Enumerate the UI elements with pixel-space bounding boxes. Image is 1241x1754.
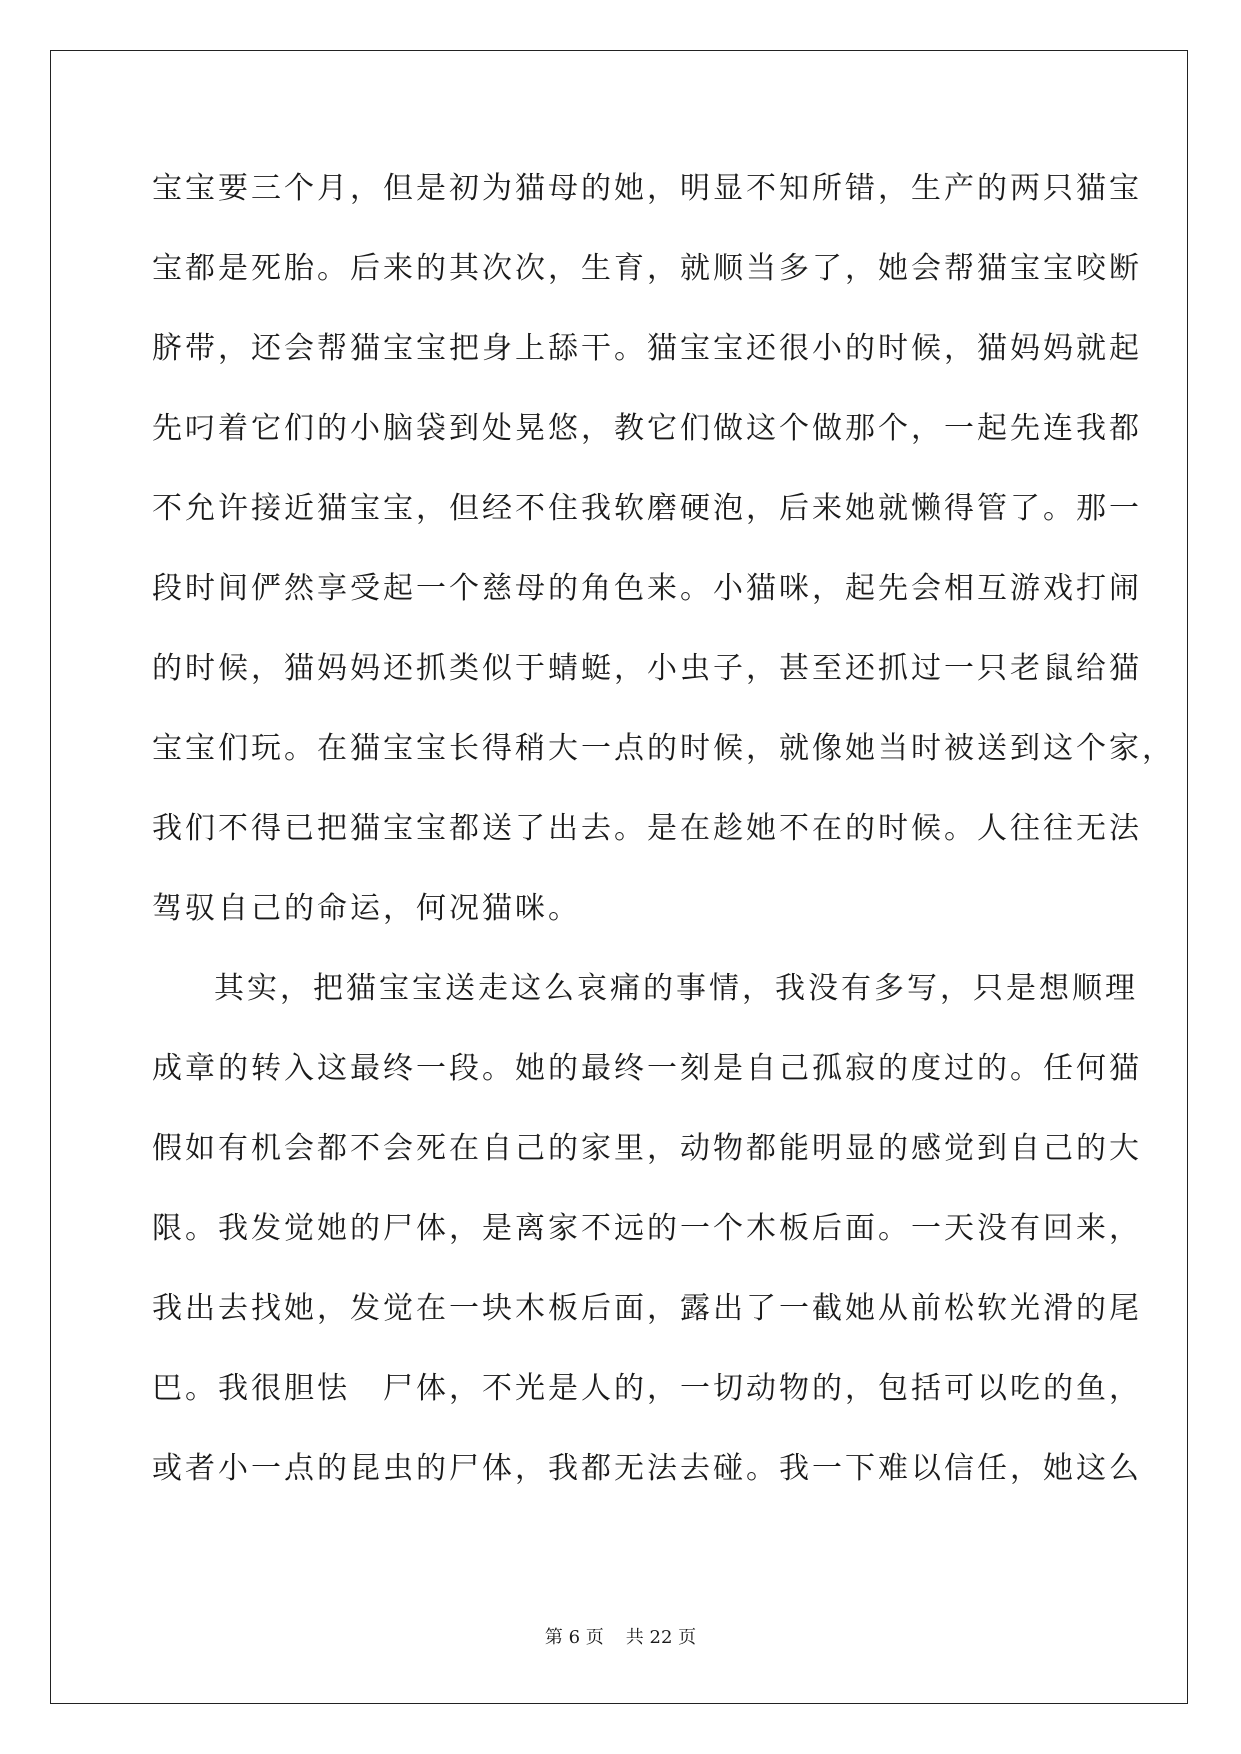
text-line: 宝都是死胎。后来的其次次，生育，就顺当多了，她会帮猫宝宝咬断 [152,251,1142,286]
text-line: 我们不得已把猫宝宝都送了出去。是在趁她不在的时候。人往往无法 [152,811,1142,846]
text-line: 的时候，猫妈妈还抓类似于蜻蜓，小虫子，甚至还抓过一只老鼠给猫 [152,651,1142,686]
page-footer [0,1623,1241,1649]
text-line: 限。我发觉她的尸体，是离家不远的一个木板后面。一天没有回来， [152,1211,1142,1246]
text-line: 驾驭自己的命运，何况猫咪。 [152,891,581,926]
text-line: 假如有机会都不会死在自己的家里，动物都能明显的感觉到自己的大 [152,1131,1142,1166]
document-body [152,162,1175,1522]
text-line: 成章的转入这最终一段。她的最终一刻是自己孤寂的度过的。任何猫 [152,1051,1142,1086]
text-line: 脐带，还会帮猫宝宝把身上舔干。猫宝宝还很小的时候，猫妈妈就起 [152,331,1142,366]
text-line: 段时间俨然享受起一个慈母的角色来。小猫咪，起先会相互游戏打闹 [152,571,1142,606]
text-line: 不允许接近猫宝宝，但经不住我软磨硬泡，后来她就懒得管了。那一 [152,491,1142,526]
text-line: 巴。我很胆怯 尸体，不光是人的，一切动物的，包括可以吃的鱼， [152,1371,1142,1406]
total-pages: 共 22 页 [625,1627,697,1648]
text-line-indented: 其实，把猫宝宝送走这么哀痛的事情，我没有多写，只是想顺理 [214,971,1138,1006]
page-number: 第 6 页 [544,1627,604,1648]
text-line: 我出去找她，发觉在一块木板后面，露出了一截她从前松软光滑的尾 [152,1291,1142,1326]
text-line: 宝宝要三个月，但是初为猫母的她，明显不知所错，生产的两只猫宝 [152,171,1142,206]
text-line: 或者小一点的昆虫的尸体，我都无法去碰。我一下难以信任，她这么 [152,1451,1142,1486]
text-line: 先叼着它们的小脑袋到处晃悠，教它们做这个做那个，一起先连我都 [152,411,1142,446]
text-line: 宝宝们玩。在猫宝宝长得稍大一点的时候，就像她当时被送到这个家， [152,731,1175,766]
